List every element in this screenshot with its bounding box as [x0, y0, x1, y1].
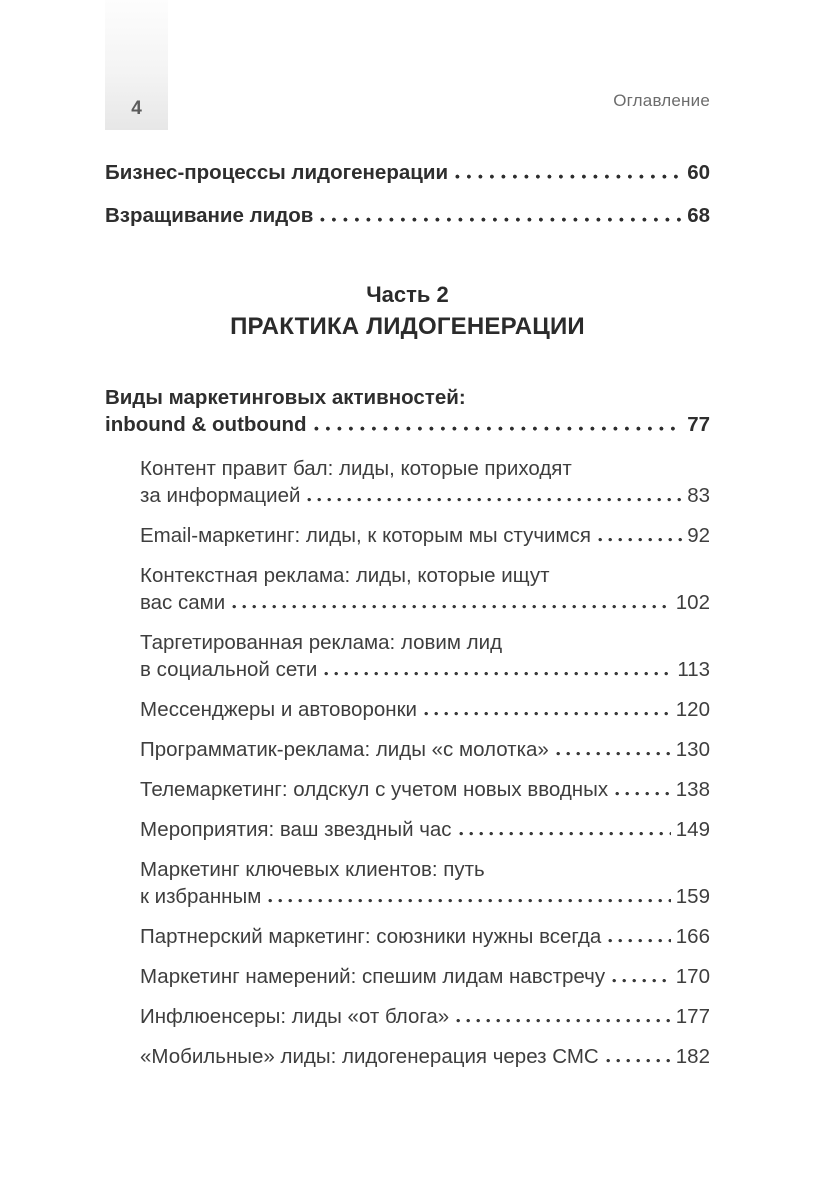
toc-entry: [140, 1003, 710, 1030]
toc-page-number: 60: [687, 161, 710, 184]
toc-entry: [105, 159, 710, 186]
toc-top-entries: [105, 159, 710, 229]
toc-entry-text: за информацией: [140, 484, 301, 507]
toc-page-number: 166: [675, 925, 710, 948]
toc-page-number: 177: [675, 1005, 710, 1028]
toc-entry-text: Маркетинг ключевых клиентов: путь: [140, 858, 485, 881]
toc-entry-row: [140, 736, 710, 763]
dot-leader: [232, 604, 671, 609]
dot-leader: [612, 978, 671, 983]
toc-page-number: 113: [677, 658, 710, 681]
part-kicker: Часть 2: [366, 282, 449, 307]
toc-entry-row: [105, 159, 710, 186]
dot-leader: [324, 671, 672, 676]
dot-leader: [307, 497, 682, 502]
part-title: ПРАКТИКА ЛИДОГЕНЕРАЦИИ: [230, 313, 585, 340]
dot-leader: [456, 1018, 671, 1023]
toc-entry-row: [140, 522, 710, 549]
toc-entry-row: [140, 776, 710, 803]
toc-entry-row: [140, 1003, 710, 1030]
toc-entry-text: Таргетированная реклама: ловим лид: [140, 631, 503, 654]
dot-leader: [320, 217, 682, 222]
dot-leader: [314, 426, 683, 431]
toc-entry: [140, 963, 710, 990]
toc-entry-text: Мероприятия: ваш звездный час: [140, 818, 452, 841]
toc-page-number: 159: [675, 885, 710, 908]
toc-entry-text: Бизнес-процессы лидогенерации: [105, 161, 449, 184]
toc-entry-row: [140, 923, 710, 950]
toc-entry: [140, 816, 710, 843]
dot-leader: [459, 831, 671, 836]
toc-entry: [140, 923, 710, 950]
toc-entry-text: Виды маркетинговых активностей:: [105, 386, 466, 409]
toc-page-number: 130: [675, 738, 710, 761]
dot-leader: [608, 938, 670, 943]
part-heading: [105, 280, 710, 343]
toc-entry-row: [140, 883, 710, 910]
toc-entry-text: inbound & outbound: [105, 413, 307, 436]
toc-entry-text: «Мобильные» лиды: лидогенерация через СМС: [140, 1045, 599, 1068]
dot-leader: [606, 1058, 671, 1063]
toc-entry: [140, 856, 710, 910]
toc-entry-row: [140, 963, 710, 990]
dot-leader: [455, 174, 682, 179]
toc-page-number: 138: [675, 778, 710, 801]
toc-page-number: 149: [675, 818, 710, 841]
toc-entry: [105, 384, 710, 438]
toc-content: [105, 90, 710, 1083]
toc-entry-row: [140, 816, 710, 843]
dot-leader: [556, 751, 671, 756]
toc-page-number: 170: [675, 965, 710, 988]
toc-entry-row: [105, 202, 710, 229]
toc-entry: [140, 562, 710, 616]
toc-page-number: 182: [675, 1045, 710, 1068]
toc-entry: [105, 202, 710, 229]
running-head: Оглавление: [613, 91, 710, 110]
dot-leader: [268, 898, 670, 903]
toc-entry-text: Партнерский маркетинг: союзники нужны всегда: [140, 925, 602, 948]
toc-section-entry: [105, 384, 710, 438]
toc-page-number: 68: [687, 204, 710, 227]
toc-entry-text: Телемаркетинг: олдскул с учетом новых вводных: [140, 778, 609, 801]
toc-entry-row: [140, 482, 710, 509]
toc-entry-text: Маркетинг намерений: спешим лидам навстречу: [140, 965, 606, 988]
toc-entry-text: Программатик-реклама: лиды «с молотка»: [140, 738, 549, 761]
toc-sub-entries: [105, 455, 710, 1070]
dot-leader: [424, 711, 671, 716]
toc-entry: [140, 629, 710, 683]
toc-entry-text: Email-маркетинг: лиды, к которым мы стучимся: [140, 524, 591, 547]
toc-entry-text: Инфлюенсеры: лиды «от блога»: [140, 1005, 450, 1028]
toc-entry-row: [140, 696, 710, 723]
toc-entry-text: Контекстная реклама: лиды, которые ищут: [140, 564, 550, 587]
toc-entry: [140, 696, 710, 723]
toc-entry-text: Мессенджеры и автоворонки: [140, 698, 417, 721]
toc-entry: [140, 522, 710, 549]
toc-entry: [140, 455, 710, 509]
toc-page-number: 77: [687, 413, 710, 436]
toc-entry-row: [105, 411, 710, 438]
toc-entry-row: [140, 656, 710, 683]
dot-leader: [615, 791, 671, 796]
toc-entry-text: Взращивание лидов: [105, 204, 314, 227]
dot-leader: [598, 537, 682, 542]
toc-entry-text: к избранным: [140, 885, 262, 908]
toc-page-number: 120: [675, 698, 710, 721]
page-number: 4: [131, 98, 142, 119]
toc-page-number: 102: [675, 591, 710, 614]
toc-page-number: 83: [687, 484, 710, 507]
toc-entry-text: вас сами: [140, 591, 226, 614]
toc-entry-text: в социальной сети: [140, 658, 318, 681]
toc-page-number: 92: [687, 524, 710, 547]
toc-entry-row: [140, 1043, 710, 1070]
toc-entry-text: Контент правит бал: лиды, которые приходят: [140, 457, 572, 480]
toc-entry: [140, 1043, 710, 1070]
toc-entry-row: [140, 589, 710, 616]
toc-entry: [140, 776, 710, 803]
toc-entry: [140, 736, 710, 763]
